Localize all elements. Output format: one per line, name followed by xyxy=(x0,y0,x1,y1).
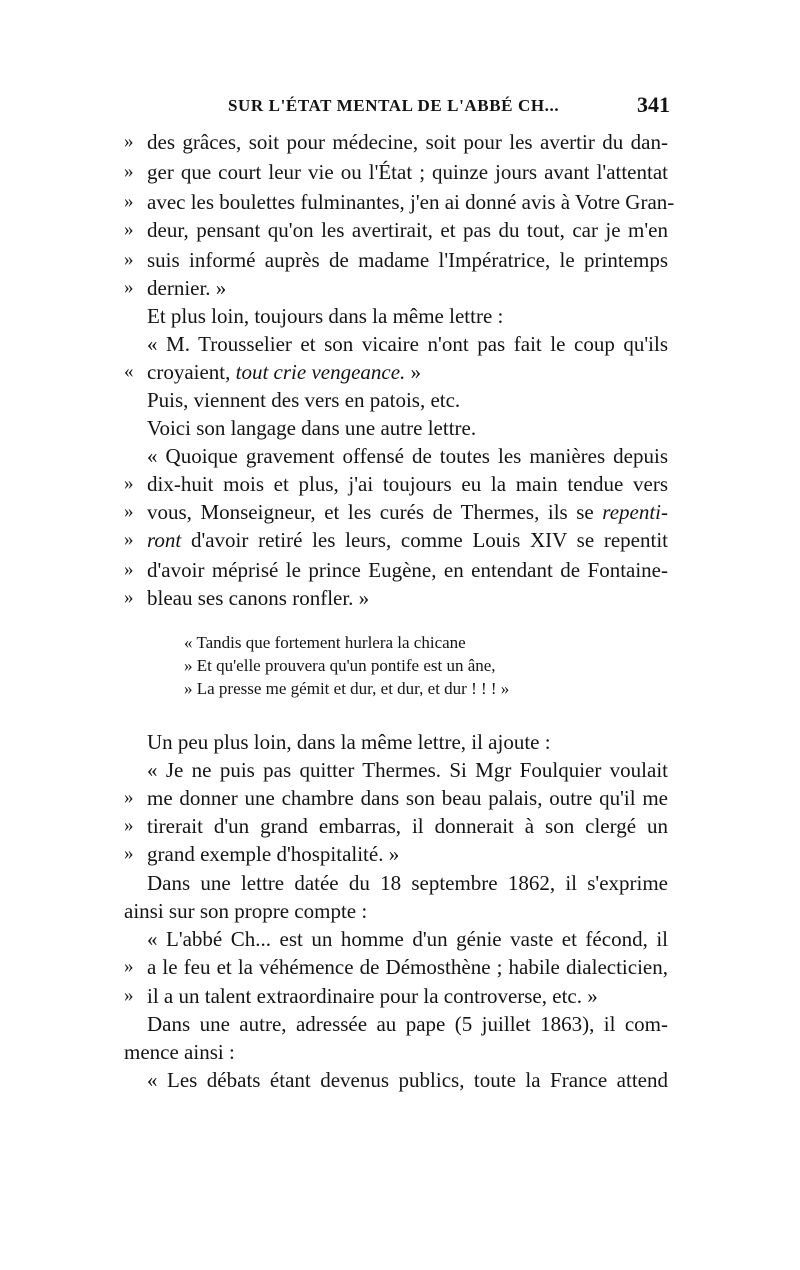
page-header xyxy=(228,92,670,120)
verse-line: » La presse me gémit et dur, et dur, et dur ! ! ! » xyxy=(184,679,510,698)
line-text: vous, Monseigneur, et les curés de Thermes, ils se repenti- xyxy=(147,500,668,524)
line-text: « Je ne puis pas quitter Thermes. Si Mgr Foulquier voulait xyxy=(147,758,668,782)
line-text: me donner une chambre dans son beau palais, outre qu'il me xyxy=(147,786,668,810)
line-text: Puis, viennent des vers en patois, etc. xyxy=(147,388,461,412)
italic-phrase: ront xyxy=(147,528,182,552)
italic-phrase: tout crie vengeance. xyxy=(235,360,406,384)
line-text: dix-huit mois et plus, j'ai toujours eu la main tendue vers xyxy=(147,472,668,496)
quote-mark: » xyxy=(124,529,134,550)
line-text: des grâces, soit pour médecine, soit pour les avertir du dan- xyxy=(147,130,668,154)
line-text: « Les débats étant devenus publics, toute la France attend xyxy=(147,1068,668,1092)
line-text: il a un talent extraordinaire pour la controverse, etc. » xyxy=(147,984,598,1008)
line-text: ainsi sur son propre compte : xyxy=(124,899,368,923)
line-text: Un peu plus loin, dans la même lettre, il ajoute : xyxy=(147,730,551,754)
page-number: 341 xyxy=(637,92,670,117)
line-text: grand exemple d'hospitalité. » xyxy=(147,842,400,866)
quote-mark: » xyxy=(124,985,134,1006)
line-text: « L'abbé Ch... est un homme d'un génie vaste et fécond, il xyxy=(147,927,668,951)
line-text: suis informé auprès de madame l'Impératrice, le printemps xyxy=(147,248,668,272)
line-text: mence ainsi : xyxy=(124,1040,235,1064)
quote-mark: » xyxy=(124,249,134,270)
quote-mark: » xyxy=(124,787,134,808)
quote-mark: » xyxy=(124,815,134,836)
line-text: Et plus loin, toujours dans la même lettre : xyxy=(147,304,504,328)
line-text: « Quoique gravement offensé de toutes les manières depuis xyxy=(147,444,668,468)
quote-mark: « xyxy=(124,361,134,382)
quote-mark: » xyxy=(124,559,134,580)
line-text: ront d'avoir retiré les leurs, comme Louis XIV se repentit xyxy=(147,528,668,552)
quote-mark: » xyxy=(124,473,134,494)
verse-line: » Et qu'elle prouvera qu'un pontife est un âne, xyxy=(184,656,496,675)
quote-mark: » xyxy=(124,587,134,608)
line-text: tirerait d'un grand embarras, il donnerait à son clergé un xyxy=(147,814,668,838)
italic-phrase: repenti- xyxy=(602,500,668,524)
quote-mark: » xyxy=(124,956,134,977)
quote-mark: » xyxy=(124,131,134,152)
line-text: Dans une lettre datée du 18 septembre 1862, il s'exprime xyxy=(147,871,668,895)
line-text: ger que court leur vie ou l'État ; quinze jours avant l'attentat xyxy=(147,160,668,184)
quote-mark: » xyxy=(124,219,134,240)
line-text: d'avoir méprisé le prince Eugène, en entendant de Fontaine- xyxy=(147,558,668,582)
verse-line: « Tandis que fortement hurlera la chicane xyxy=(184,633,466,652)
quote-mark: » xyxy=(124,161,134,182)
line-text: avec les boulettes fulminantes, j'en ai donné avis à Votre Gran- xyxy=(147,190,675,214)
quote-mark: » xyxy=(124,277,134,298)
line-text: « M. Trousselier et son vicaire n'ont pas fait le coup qu'ils xyxy=(147,332,668,356)
line-text: deur, pensant qu'on les avertirait, et pas du tout, car je m'en xyxy=(147,218,668,242)
line-text: dernier. » xyxy=(147,276,227,300)
quote-mark: » xyxy=(124,191,134,212)
line-text: a le feu et la véhémence de Démosthène ; habile dialecticien, xyxy=(147,955,668,979)
line-text: Voici son langage dans une autre lettre. xyxy=(147,416,477,440)
line-text: Dans une autre, adressée au pape (5 juillet 1863), il com- xyxy=(147,1012,668,1036)
quote-mark: » xyxy=(124,501,134,522)
line-text: bleau ses canons ronfler. » xyxy=(147,586,370,610)
line-text: croyaient, tout crie vengeance. » xyxy=(147,360,422,384)
running-head: SUR L'ÉTAT MENTAL DE L'ABBÉ CH... xyxy=(228,96,560,115)
quote-mark: » xyxy=(124,843,134,864)
